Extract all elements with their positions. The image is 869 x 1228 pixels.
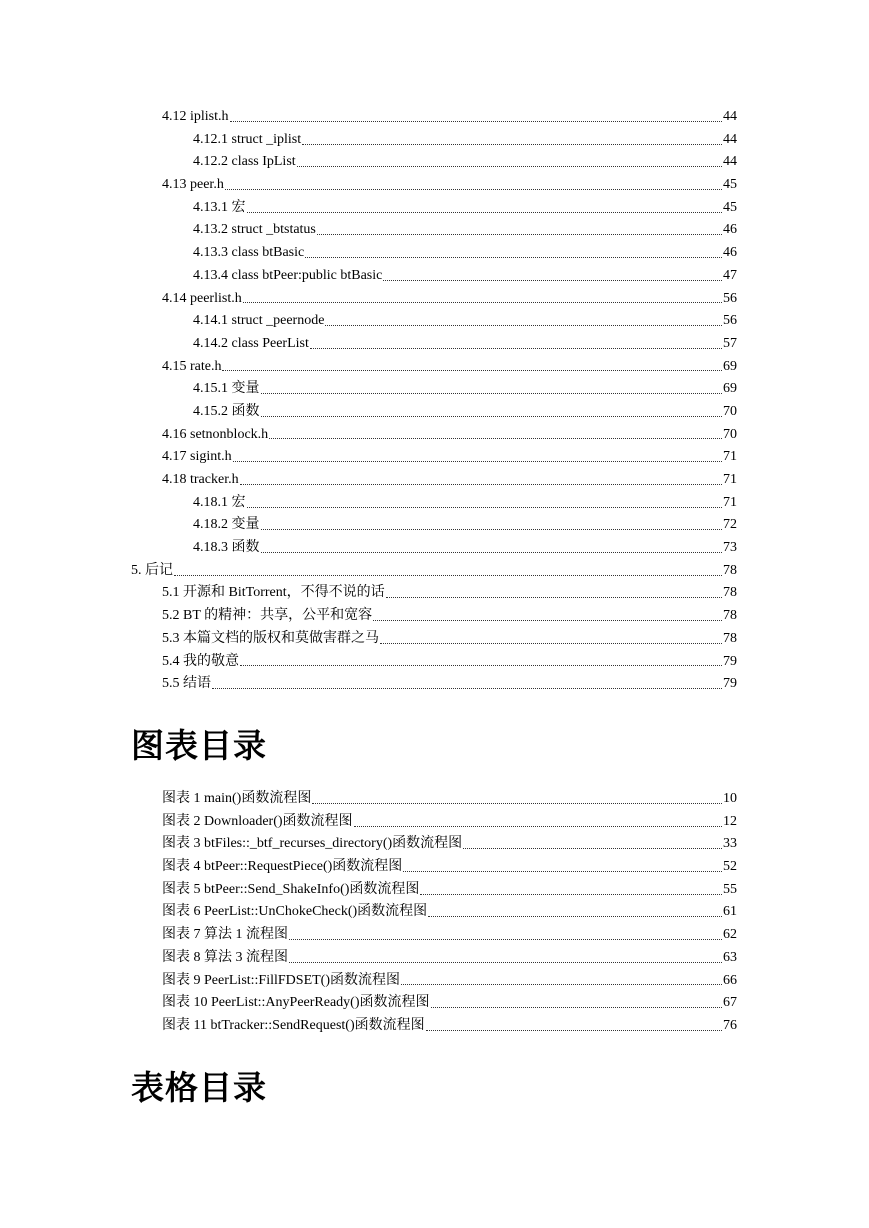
toc-entry-label: 图表 3 btFiles::_btf_recurses_directory()函数流程图 xyxy=(162,836,463,852)
toc-entry-label: 4.18 tracker.h xyxy=(162,472,239,487)
toc-entry-label: 4.18.3 函数 xyxy=(193,540,260,556)
toc-entry-page: 69 xyxy=(723,358,737,374)
toc-entry-label: 4.16 setnonblock.h xyxy=(162,426,269,442)
toc-entry-page: 71 xyxy=(723,494,737,510)
figure-entry[interactable] xyxy=(162,788,737,811)
toc-entry-page: 71 xyxy=(723,449,737,465)
toc-entry-page: 62 xyxy=(723,927,737,943)
dot-leader xyxy=(312,803,722,804)
toc-entry-label: 图表 5 btPeer::Send_ShakeInfo()函数流程图 xyxy=(162,881,420,897)
figure-list xyxy=(0,788,869,1038)
toc-entry-label: 图表 10 PeerList::AnyPeerReady()函数流程图 xyxy=(162,995,430,1011)
toc-entry-page: 55 xyxy=(723,881,737,897)
toc-entry-page: 52 xyxy=(723,859,737,875)
toc-entry-page: 44 xyxy=(723,154,737,170)
toc-entry[interactable] xyxy=(193,265,737,288)
toc-entry-label: 5.3 本篇文档的版权和莫做害群之马 xyxy=(162,630,379,646)
toc-entry-label: 4.14 peerlist.h xyxy=(162,290,242,306)
toc-entry-label: 4.14.2 class PeerList xyxy=(193,335,309,351)
toc-entry-page: 70 xyxy=(723,403,737,419)
dot-leader xyxy=(243,302,722,303)
toc-entry-label: 图表 6 PeerList::UnChokeCheck()函数流程图 xyxy=(162,904,428,920)
dot-leader xyxy=(225,189,722,190)
tables-heading: 表格目录 xyxy=(131,1068,267,1107)
dot-leader xyxy=(222,370,722,371)
dot-leader xyxy=(261,552,723,553)
dot-leader xyxy=(289,962,722,963)
toc-entry[interactable] xyxy=(193,310,737,333)
dot-leader xyxy=(431,1007,722,1008)
dot-leader xyxy=(212,688,722,689)
toc-entry-label: 图表 4 btPeer::RequestPiece()函数流程图 xyxy=(162,859,403,875)
toc-entry-label: 图表 11 btTracker::SendRequest()函数流程图 xyxy=(162,1017,425,1033)
dot-leader xyxy=(403,871,722,872)
toc-entry-page: 72 xyxy=(723,517,737,533)
toc-entry-label: 4.13 peer.h xyxy=(162,177,224,193)
toc-entry-label: 图表 9 PeerList::FillFDSET()函数流程图 xyxy=(162,972,400,988)
toc-entry-label: 4.12.1 struct _iplist xyxy=(193,131,302,147)
toc-entry-label: 4.14.1 struct _peernode xyxy=(193,313,325,329)
toc-entry-page: 46 xyxy=(723,245,737,261)
toc-entry-label: 4.17 sigint.h xyxy=(162,449,232,465)
toc-entry[interactable] xyxy=(162,174,737,197)
dot-leader xyxy=(269,438,722,439)
toc-entry[interactable] xyxy=(193,197,737,220)
figure-entry[interactable] xyxy=(162,947,737,970)
toc-entry[interactable] xyxy=(162,446,737,469)
toc-entry[interactable] xyxy=(193,242,737,265)
toc-entry-page: 33 xyxy=(723,836,737,852)
toc-entry-label: 4.15.2 函数 xyxy=(193,403,260,419)
toc-entry-page: 46 xyxy=(723,222,737,238)
dot-leader xyxy=(463,848,722,849)
toc-entry[interactable] xyxy=(162,106,737,129)
dot-leader xyxy=(302,144,722,145)
toc-entry[interactable] xyxy=(193,492,737,515)
toc-entry[interactable] xyxy=(193,378,737,401)
toc-entry-label: 图表 2 Downloader()函数流程图 xyxy=(162,813,353,829)
toc-entry-label: 图表 8 算法 3 流程图 xyxy=(162,949,288,965)
figure-entry[interactable] xyxy=(162,856,737,879)
toc-entry[interactable] xyxy=(131,560,737,583)
toc-entry-page: 70 xyxy=(723,426,737,442)
figure-entry[interactable] xyxy=(162,879,737,902)
dot-leader xyxy=(426,1030,722,1031)
toc-entry-page: 45 xyxy=(723,177,737,193)
toc-entry-page: 44 xyxy=(723,131,737,147)
toc-entry[interactable] xyxy=(162,288,737,311)
dot-leader xyxy=(401,984,722,985)
toc-entry[interactable] xyxy=(193,151,737,174)
dot-leader xyxy=(428,916,722,917)
toc-entry-page: 44 xyxy=(723,109,737,124)
toc-entry[interactable] xyxy=(162,356,737,379)
figures-heading: 图表目录 xyxy=(131,726,267,765)
dot-leader xyxy=(261,529,723,530)
toc-entry-page: 78 xyxy=(723,630,737,646)
figure-entry[interactable] xyxy=(162,833,737,856)
toc-entry-label: 5. 后记 xyxy=(131,562,173,578)
toc-entry-page: 67 xyxy=(723,995,737,1011)
dot-leader xyxy=(297,166,722,167)
toc-entry-label: 5.5 结语 xyxy=(162,676,211,692)
toc-entry[interactable] xyxy=(162,469,737,492)
dot-leader xyxy=(261,393,723,394)
dot-leader xyxy=(240,484,722,485)
dot-leader xyxy=(325,325,722,326)
dot-leader xyxy=(261,416,723,417)
toc-entry-page: 79 xyxy=(723,676,737,692)
toc-entry[interactable] xyxy=(162,628,737,651)
toc-entry-label: 5.1 开源和 BitTorrent，不得不说的话 xyxy=(162,585,385,601)
figure-entry[interactable] xyxy=(162,1015,737,1038)
dot-leader xyxy=(420,894,722,895)
toc-entry-page: 78 xyxy=(723,608,737,624)
toc-entry-page: 71 xyxy=(723,472,737,487)
toc-entry-page: 73 xyxy=(723,540,737,556)
dot-leader xyxy=(380,643,722,644)
toc-entry-page: 56 xyxy=(723,313,737,329)
toc-entry-page: 56 xyxy=(723,290,737,306)
toc-entry[interactable] xyxy=(162,651,737,674)
toc-entry-page: 79 xyxy=(723,653,737,669)
toc-entry-label: 图表 7 算法 1 流程图 xyxy=(162,927,288,943)
toc-entry[interactable] xyxy=(193,401,737,424)
dot-leader xyxy=(233,461,722,462)
toc-entry[interactable] xyxy=(193,514,737,537)
table-of-contents xyxy=(0,106,869,696)
dot-leader xyxy=(247,507,723,508)
toc-entry-page: 63 xyxy=(723,949,737,965)
dot-leader xyxy=(305,257,722,258)
toc-entry-label: 5.4 我的敬意 xyxy=(162,653,239,669)
toc-entry-page: 66 xyxy=(723,972,737,988)
dot-leader xyxy=(373,620,722,621)
toc-entry-page: 57 xyxy=(723,335,737,351)
dot-leader xyxy=(240,665,722,666)
toc-entry-label: 4.12.2 class IpList xyxy=(193,154,296,170)
toc-entry-page: 61 xyxy=(723,904,737,920)
toc-entry[interactable] xyxy=(193,219,737,242)
toc-entry[interactable] xyxy=(162,582,737,605)
toc-entry-label: 4.13.4 class btPeer:public btBasic xyxy=(193,267,383,283)
figure-entry[interactable] xyxy=(162,992,737,1015)
toc-entry-page: 78 xyxy=(723,562,737,578)
toc-entry-label: 4.18.1 宏 xyxy=(193,494,246,510)
toc-entry-page: 47 xyxy=(723,267,737,283)
toc-entry-label: 4.12 iplist.h xyxy=(162,109,229,124)
toc-entry-page: 69 xyxy=(723,381,737,397)
dot-leader xyxy=(174,575,722,576)
toc-entry-page: 12 xyxy=(723,813,737,829)
toc-entry-page: 45 xyxy=(723,199,737,215)
dot-leader xyxy=(310,348,722,349)
figure-entry[interactable] xyxy=(162,924,737,947)
toc-entry-label: 4.13.1 宏 xyxy=(193,199,246,215)
dot-leader xyxy=(289,939,722,940)
toc-entry-label: 图表 1 main()函数流程图 xyxy=(162,791,312,806)
toc-entry[interactable] xyxy=(162,424,737,447)
figure-entry[interactable] xyxy=(162,901,737,924)
dot-leader xyxy=(317,234,722,235)
toc-entry[interactable] xyxy=(193,537,737,560)
toc-entry-page: 10 xyxy=(723,791,737,806)
dot-leader xyxy=(354,826,722,827)
figure-entry[interactable] xyxy=(162,811,737,834)
toc-entry-page: 76 xyxy=(723,1017,737,1033)
toc-entry-label: 4.18.2 变量 xyxy=(193,517,260,533)
toc-entry-label: 4.15 rate.h xyxy=(162,358,222,374)
dot-leader xyxy=(247,212,723,213)
toc-entry-label: 4.13.2 struct _btstatus xyxy=(193,222,316,238)
dot-leader xyxy=(386,597,722,598)
toc-entry[interactable] xyxy=(193,129,737,152)
toc-entry-page: 78 xyxy=(723,585,737,601)
dot-leader xyxy=(383,280,722,281)
toc-entry[interactable] xyxy=(162,605,737,628)
toc-entry-label: 4.15.1 变量 xyxy=(193,381,260,397)
toc-entry-label: 4.13.3 class btBasic xyxy=(193,245,305,261)
dot-leader xyxy=(230,121,722,122)
toc-entry[interactable] xyxy=(162,673,737,696)
figure-entry[interactable] xyxy=(162,970,737,993)
toc-entry[interactable] xyxy=(193,333,737,356)
toc-entry-label: 5.2 BT 的精神：共享，公平和宽容 xyxy=(162,608,373,624)
